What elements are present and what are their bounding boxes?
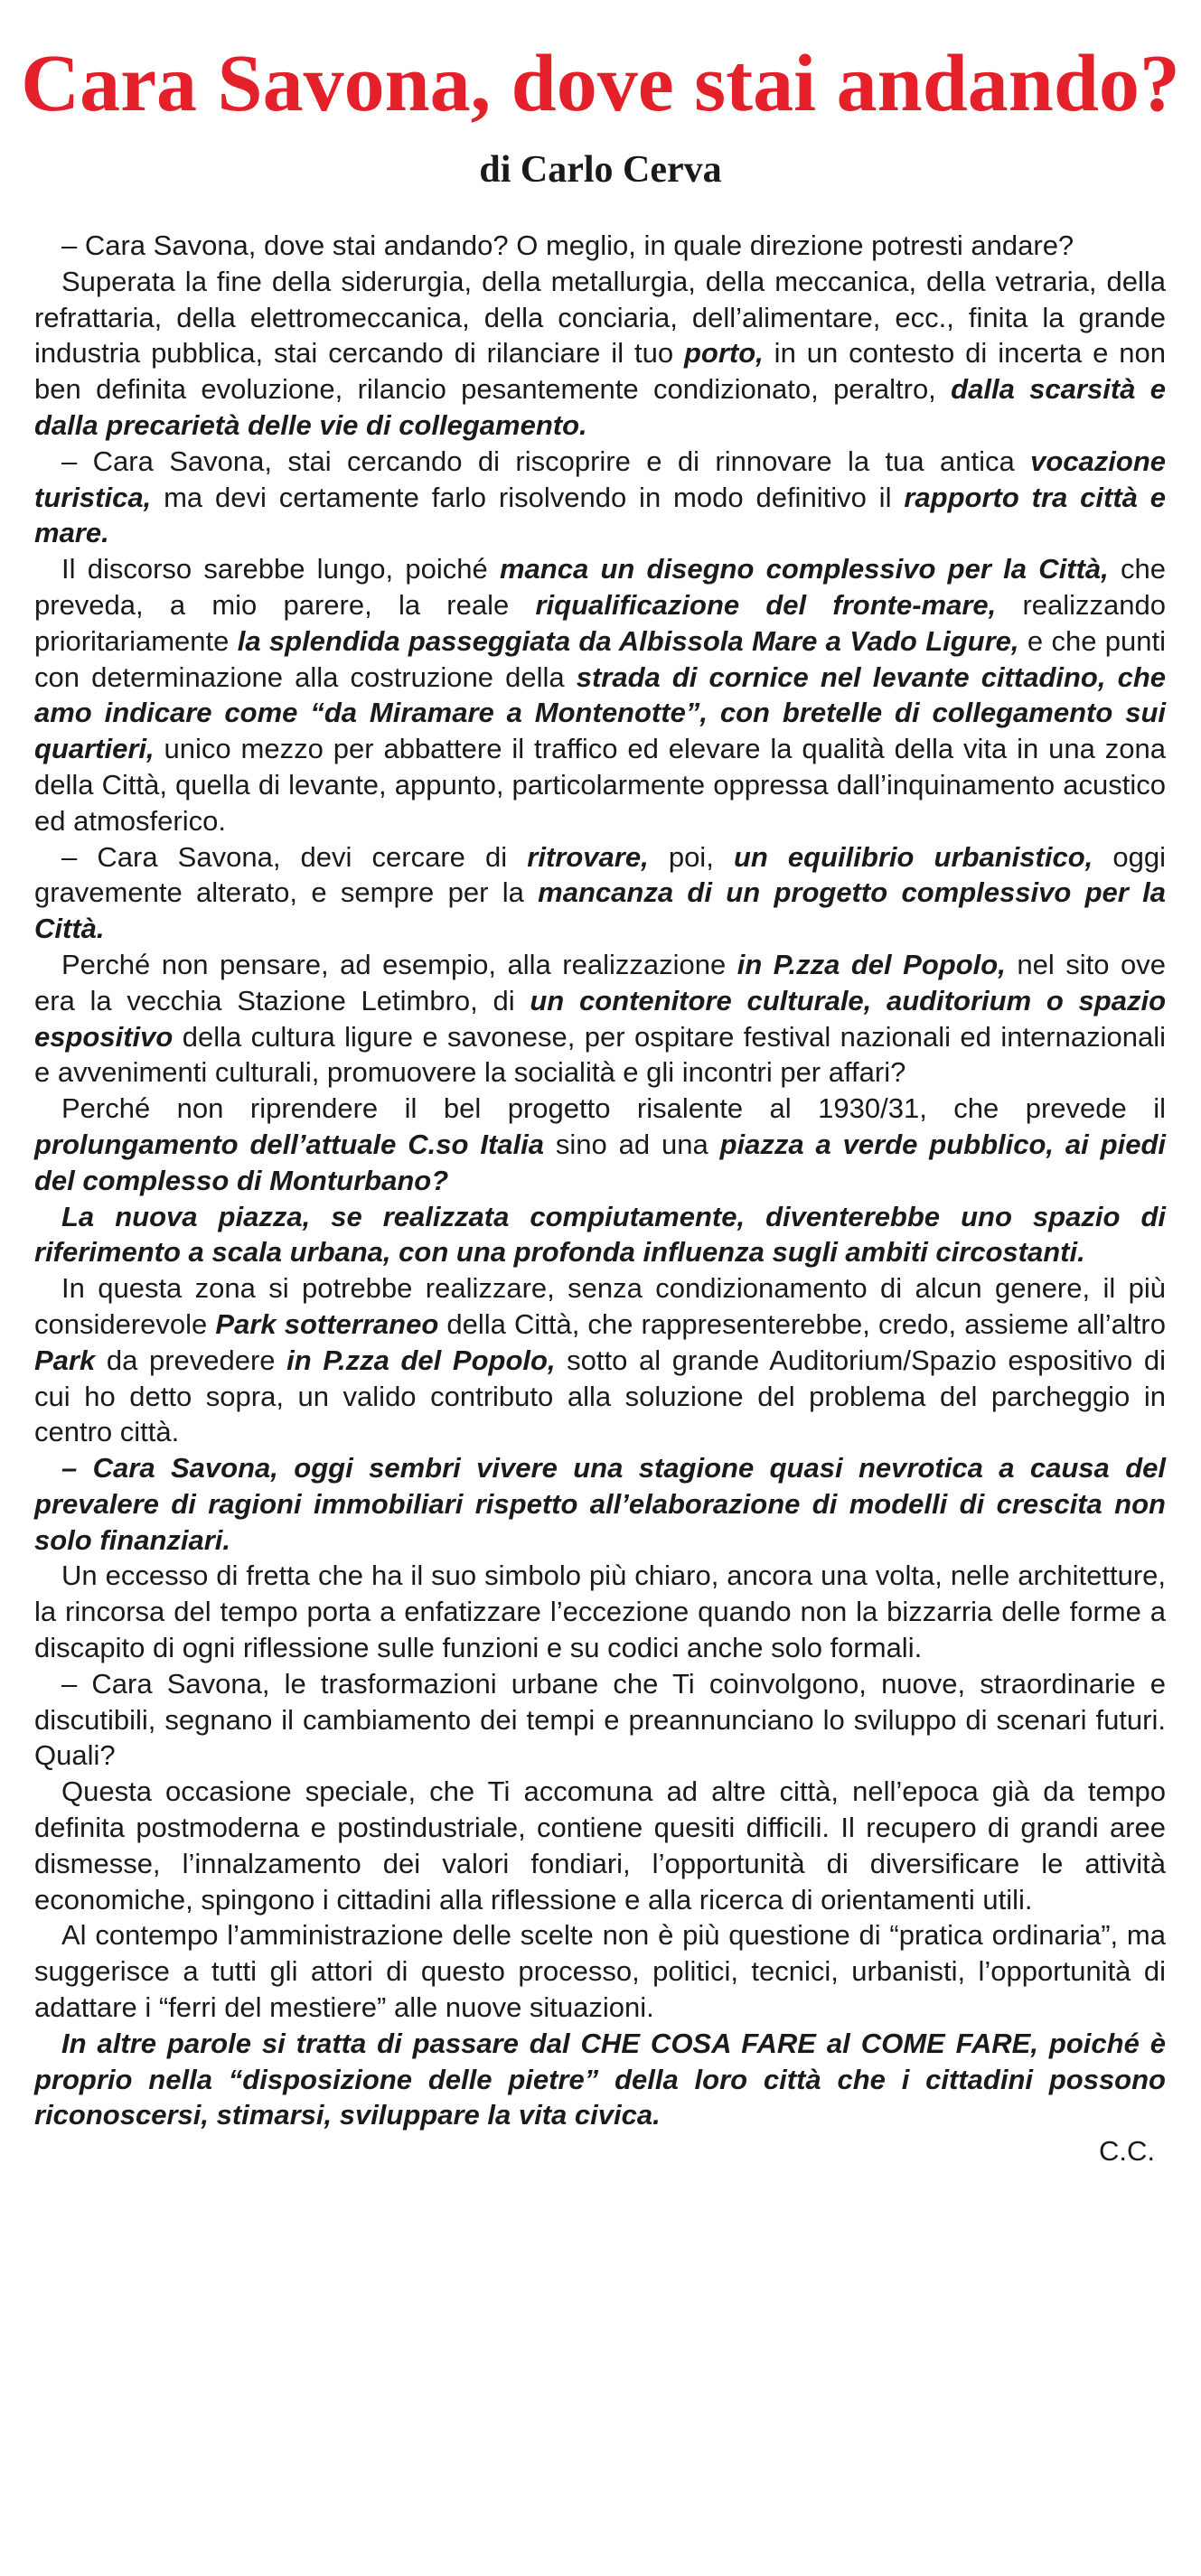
article-paragraph: [34, 2026, 1166, 2133]
body-text: unico mezzo per abbattere il traffico ed elevare la qualità della vita in una zona della Città, quella di levante, appunto, particolarmente oppressa dall’inquinamento acustico ed atmosferico.: [34, 733, 1166, 837]
article-paragraph: [34, 1774, 1166, 1917]
emphasized-text: Park: [34, 1344, 96, 1376]
emphasized-text: manca un disegno complessivo per la Città,: [499, 553, 1109, 585]
emphasized-text: vocazione turistica,: [34, 445, 1166, 513]
emphasized-text: porto,: [683, 337, 764, 370]
article-paragraph: [34, 1091, 1166, 1198]
article-title: Cara Savona, dove stai andando?: [21, 39, 1180, 128]
emphasized-text: dalla scarsità e dalla precarietà delle vie di collegamento.: [34, 373, 1166, 441]
article-body: [34, 228, 1166, 2169]
body-text: sotto al grande Auditorium/Spazio espositivo di cui ho detto sopra, un valido contributo alla soluzione del problema del parcheggio in centro città.: [34, 1344, 1166, 1448]
body-text: ma devi certamente farlo risolvendo in modo definitivo il: [151, 481, 905, 513]
emphasized-text: riqualificazione del fronte-mare,: [535, 588, 997, 621]
article-paragraph: [34, 1917, 1166, 2025]
emphasized-text: La nuova piazza, se realizzata compiutamente, diventerebbe uno spazio di riferimento a scala urbana, con una profonda influenza sugli ambiti circostanti.: [34, 1200, 1166, 1269]
body-text: oggi gravemente alterato, e sempre per la: [34, 840, 1166, 909]
body-text: poi,: [648, 840, 734, 873]
article-paragraph: [34, 1450, 1166, 1558]
emphasized-text: in P.zza del Popolo,: [286, 1344, 556, 1376]
article-paragraph: [34, 1558, 1166, 1665]
body-text: – Cara Savona, devi cercare di: [61, 840, 528, 873]
article-paragraph: [34, 264, 1166, 444]
body-text: Perché non riprendere il bel progetto risalente al 1930/31, che prevede il: [61, 1092, 1166, 1125]
emphasized-text: Park sotterraneo: [215, 1307, 439, 1340]
body-text: nel sito ove era la vecchia Stazione Letimbro, di: [34, 948, 1167, 1016]
emphasized-text: in P.zza del Popolo,: [737, 948, 1006, 980]
article-paragraph: [34, 947, 1166, 1091]
emphasized-text: un contenitore culturale, auditorium o spazio espositivo: [34, 984, 1167, 1053]
emphasized-text: ritrovare,: [527, 840, 649, 873]
emphasized-text: In altre parole si tratta di passare dal CHE COSA FARE al COME FARE, poiché è proprio nella “disposizione delle pietre” della loro città che i cittadini possono riconoscersi, stimarsi, sviluppare la vita civica.: [34, 2027, 1166, 2131]
body-text: della Città, che rappresenterebbe, credo, assieme all’altro: [438, 1307, 1166, 1340]
body-text: Questa occasione speciale, che Ti accomuna ad altre città, nell’epoca già da tempo definita postmoderna e postindustriale, contiene quesiti difficili. Il recupero di grandi aree dismesse, l’innalzamento dei valori fondiari, l’opportunità di diversificare le attività economiche, spingono i cittadini alla riflessione e alla ricerca di orientamenti utili.: [34, 1775, 1166, 1916]
body-text: che preveda, a mio parere, la reale: [34, 553, 1166, 621]
body-text: In questa zona si potrebbe realizzare, senza condizionamento di alcun genere, il più considerevole: [34, 1272, 1166, 1340]
emphasized-text: un equilibrio urbanistico,: [733, 840, 1093, 873]
body-text: realizzando prioritariamente: [34, 588, 1167, 657]
article-byline: di Carlo Cerva: [479, 149, 722, 191]
body-text: Al contempo l’amministrazione delle scelte non è più questione di “pratica ordinaria”, ma suggerisce a tutti gli attori di questo processo, politici, tecnici, urbanisti, l’opportunità di adattare i “ferri del mestiere” alle nuove situazioni.: [34, 1919, 1166, 2024]
body-text: Superata la fine della siderurgia, della metallurgia, della meccanica, della vetraria, della refrattaria, della elettromeccanica, della conciaria, dell’alimentare, ecc., finita la grande industria pubblica, stai cercando di rilanciare il tuo: [34, 265, 1166, 370]
body-text: – Cara Savona, le trasformazioni urbane che Ti coinvolgono, nuove, straordinarie e discutibili, segnano il cambiamento dei tempi e preannunciano lo sviluppo di scenari futuri. Quali?: [34, 1667, 1166, 1772]
emphasized-text: piazza a verde pubblico, ai piedi del complesso di Monturbano?: [34, 1128, 1166, 1196]
body-text: da prevedere: [95, 1344, 287, 1376]
article-paragraph: [34, 444, 1166, 551]
article-paragraph: [34, 1270, 1166, 1450]
body-text: Il discorso sarebbe lungo, poiché: [61, 553, 500, 585]
article-paragraph: [34, 551, 1166, 838]
body-text: Perché non pensare, ad esempio, alla realizzazione: [61, 948, 737, 980]
emphasized-text: la splendida passeggiata da Albissola Mare a Vado Ligure,: [237, 624, 1019, 657]
body-text: e che punti con determinazione alla costruzione della: [34, 624, 1166, 693]
emphasized-text: rapporto tra città e mare.: [34, 481, 1166, 549]
emphasized-text: strada di cornice nel levante cittadino, che amo indicare come “da Miramare a Montenotte”, con bretelle di collegamento sui quartieri,: [34, 660, 1166, 765]
article-paragraph: [34, 839, 1166, 947]
body-text: – Cara Savona, dove stai andando? O meglio, in quale direzione potresti andare?: [61, 229, 1074, 261]
emphasized-text: mancanza di un progetto complessivo per la Città.: [34, 876, 1166, 945]
body-text: Un eccesso di fretta che ha il suo simbolo più chiaro, ancora una volta, nelle architetture, la rincorsa del tempo porta a enfatizzare l’eccezione quando non la bizzarria delle forme a discapito di ogni riflessione sulle funzioni e su codici anche solo formali.: [34, 1560, 1166, 1664]
emphasized-text: prolungamento dell’attuale C.so Italia: [34, 1128, 545, 1160]
emphasized-text: – Cara Savona, oggi sembri vivere una stagione quasi nevrotica a causa del prevalere di ragioni immobiliari rispetto all’elaborazione di modelli di crescita non solo finanziari.: [34, 1452, 1166, 1556]
article-paragraph: [34, 228, 1166, 264]
body-text: sino ad una: [544, 1128, 720, 1160]
body-text: – Cara Savona, stai cercando di riscoprire e di rinnovare la tua antica: [61, 445, 1031, 477]
author-signature: C.C.: [1099, 2135, 1155, 2168]
body-text: in un contesto di incerta e non ben definita evoluzione, rilancio pesantemente condizionato, peraltro,: [34, 337, 1166, 406]
article-paragraph: [34, 1666, 1166, 1774]
article-paragraph: [34, 1199, 1166, 1271]
body-text: della cultura ligure e savonese, per ospitare festival nazionali ed internazionali e avvenimenti culturali, promuovere la socialità e gli incontri per affari?: [34, 1020, 1166, 1089]
